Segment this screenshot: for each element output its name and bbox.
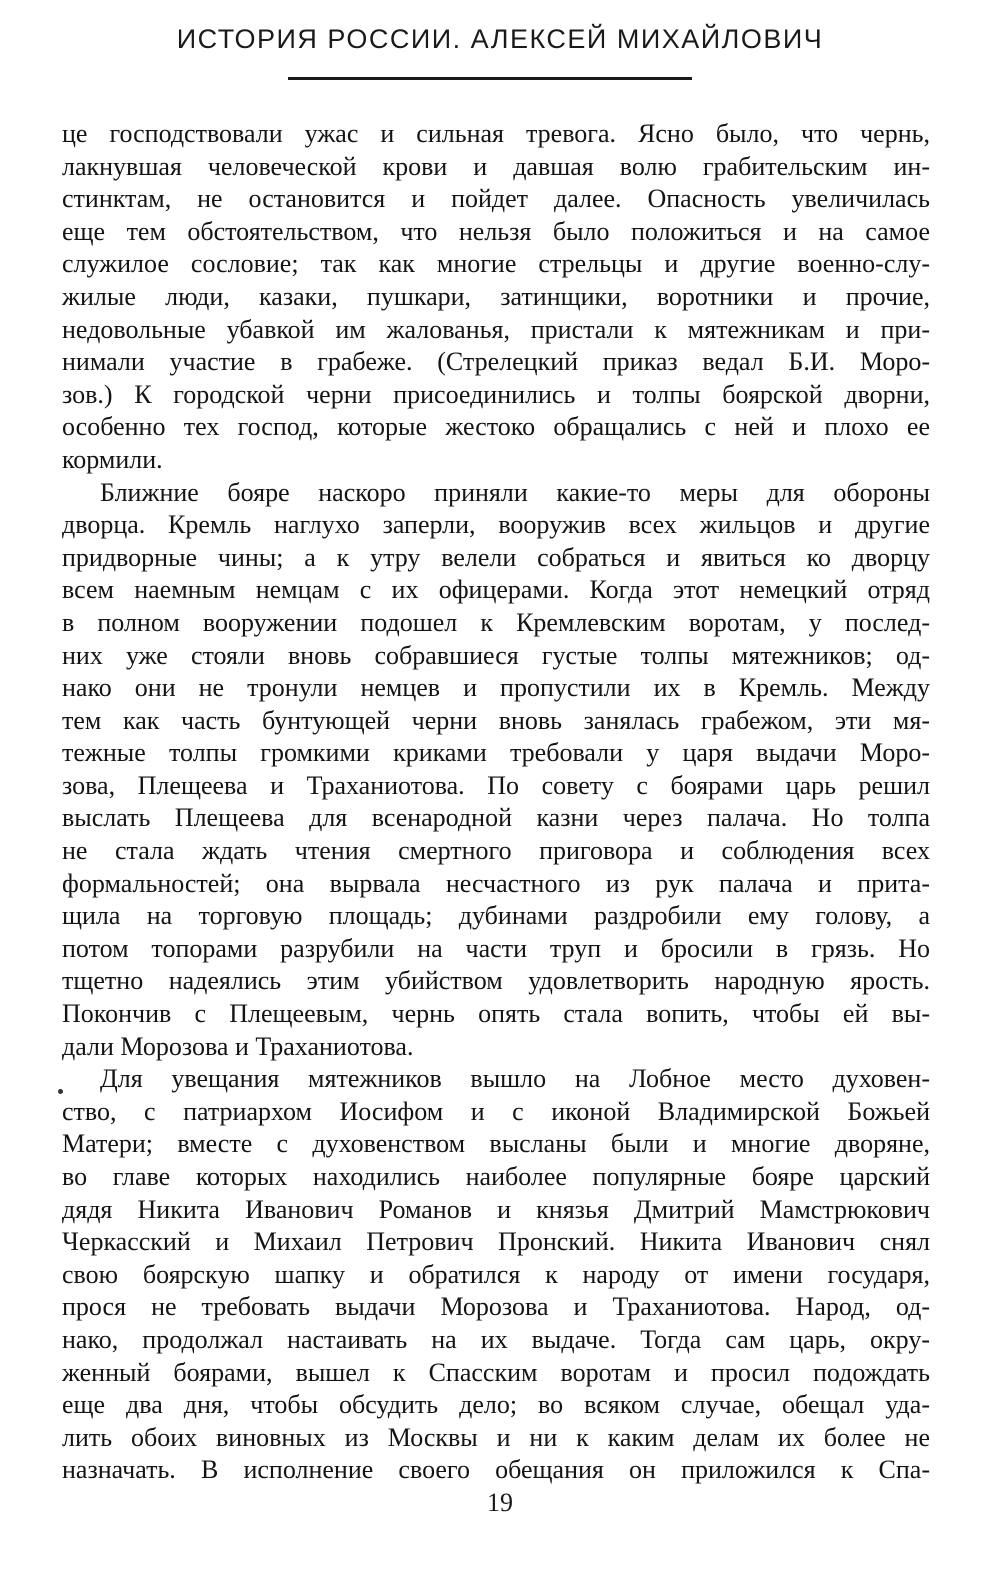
text-line: Покончив с Плещеевым, чернь опять стала вопить, чтобы ей вы- [62,999,930,1029]
paragraph-first-line: Для увещания мятежников вышло на Лобное место духовен- [100,1064,930,1094]
text-line: лить обоих виновных из Москвы и ни к каким делам их более не [62,1422,930,1452]
page-number: 19 [487,1488,513,1517]
text-line: дядя Никита Иванович Романов и князья Дмитрий Мамстрюкович [62,1194,930,1224]
text-line: придворные чины; а к утру велели собраться и явиться ко дворцу [62,542,930,572]
text-line: женный боярами, вышел к Спасским воротам и просил подождать [62,1357,930,1387]
text-line: потом топорами разрубили на части труп и бросили в грязь. Но [62,933,930,963]
text-line: не стала ждать чтения смертного приговора и соблюдения всех [62,836,930,866]
text-line: тщетно надеялись этим убийством удовлетворить народную ярость. [62,966,930,996]
text-line: зов.) К городской черни присоединились и толпы боярской дворни, [62,379,930,409]
text-line: всем наемным немцам с их офицерами. Когда этот немецкий отряд [62,575,930,605]
text-line: лакнувшая человеческой крови и давшая волю грабительским ин- [62,151,930,181]
text-line: во главе которых находились наиболее популярные бояре царский [62,1162,930,1191]
text-line: щила на торговую площадь; дубинами раздробили ему голову, а [62,901,930,931]
text-line: прося не требовать выдачи Морозова и Траханиотова. Народ, од- [62,1292,930,1322]
text-line: кормили. [62,444,163,474]
print-speck [58,1089,63,1094]
text-line: назначать. В исполнение своего обещания он приложился к Спа- [62,1455,930,1485]
text-line: недовольные убавкой им жалованья, пристали к мятежникам и при- [62,314,930,344]
text-line: тем как часть бунтующей черни вновь занялась грабежом, эти мя- [62,705,930,735]
text-line: дали Морозова и Траханиотова. [62,1031,414,1061]
text-line: них уже стояли вновь собравшиеся густые толпы мятежников; од- [62,640,930,670]
text-line: зова, Плещеева и Траханиотова. По совету с боярами царь решил [62,770,930,800]
text-line: ство, с патриархом Иосифом и с иконой Владимирской Божьей [62,1096,930,1126]
text-line: дворца. Кремль наглухо заперли, вооружив всех жильцов и другие [62,510,930,540]
running-head: ИСТОРИЯ РОССИИ. АЛЕКСЕЙ МИХАЙЛОВИЧ [176,24,824,54]
body-text [62,118,930,1487]
text-line: формальностей; она вырвала несчастного из рук палача и прита- [62,868,930,898]
header-rule [288,77,692,80]
text-line: Черкасский и Михаил Петрович Пронский. Никита Иванович снял [62,1227,930,1257]
text-line: еще два дня, чтобы обсудить дело; во всяком случае, обещал уда- [62,1390,930,1420]
text-line: стинктам, не остановится и пойдет далее. Опасность увеличилась [62,184,930,214]
text-line: нимали участие в грабеже. (Стрелецкий приказ ведал Б.И. Моро- [62,347,930,377]
text-line: це господствовали ужас и сильная тревога. Ясно было, что чернь, [62,119,930,148]
text-line: еще тем обстоятельством, что нельзя было положиться и на самое [62,216,930,246]
text-line: в полном вооружении подошел к Кремлевским воротам, у послед- [62,607,930,637]
paragraph-first-line: Ближние бояре наскоро приняли какие-то меры для обороны [100,477,930,507]
text-line: служилое сословие; так как многие стрельцы и другие военно-слу- [62,249,930,279]
text-line: Матери; вместе с духовенством высланы были и многие дворяне, [62,1129,930,1159]
text-line: тежные толпы громкими криками требовали у царя выдачи Моро- [62,738,930,768]
text-line: нако они не тронули немцев и пропустили их в Кремль. Между [62,673,930,703]
text-line: выслать Плещеева для всенародной казни через палача. Но толпа [62,803,930,833]
text-line: свою боярскую шапку и обратился к народу от имени государя, [62,1259,930,1289]
text-line: нако, продолжал настаивать на их выдаче. Тогда сам царь, окру- [62,1324,930,1354]
text-line: жилые люди, казаки, пушкари, затинщики, воротники и прочие, [62,281,930,311]
text-line: особенно тех господ, которые жестоко обращались с ней и плохо ее [62,412,930,442]
